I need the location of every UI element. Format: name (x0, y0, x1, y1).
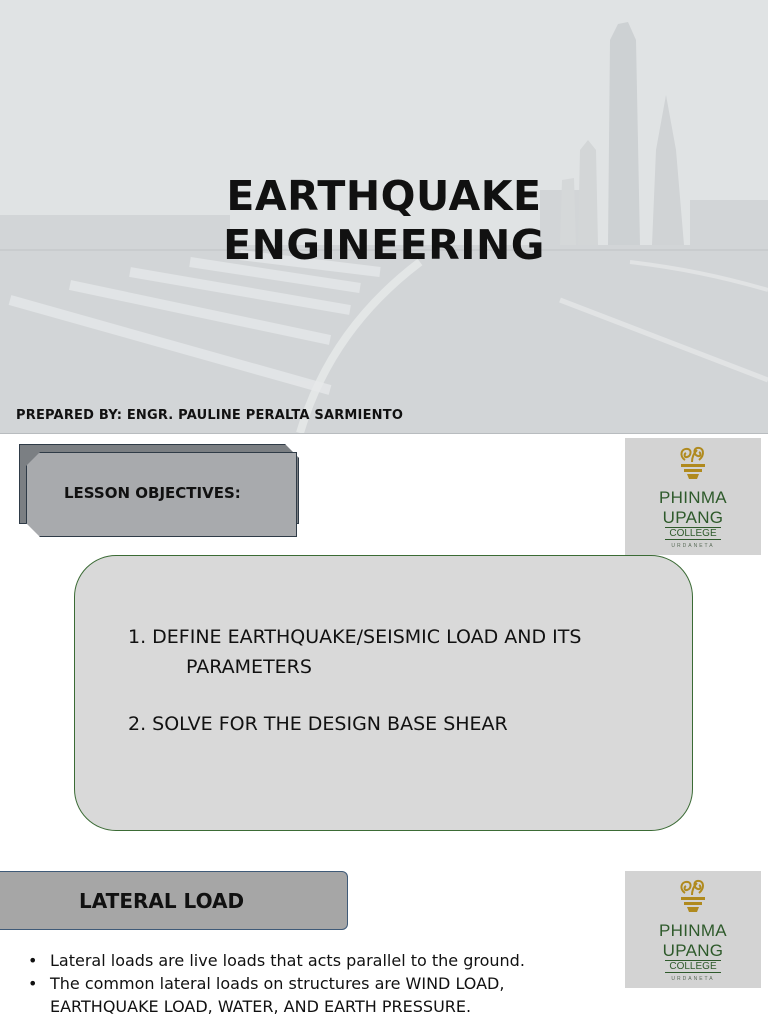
lateral-load-bullets (26, 949, 525, 1018)
college-logo (625, 438, 761, 555)
logo-line-3 (625, 528, 761, 539)
college-logo-2 (625, 871, 761, 988)
title-line-2: ENGINEERING (223, 221, 545, 269)
logo-line-3 (625, 961, 761, 972)
title-slide (0, 0, 768, 434)
objectives-heading: LESSON OBJECTIVES: (64, 484, 241, 502)
prepared-by-text: PREPARED BY: ENGR. PAULINE PERALTA SARMIENTO (16, 408, 404, 423)
torch-emblem-icon (675, 446, 711, 480)
logo-college-text: COLLEGE (665, 527, 720, 540)
bullet-1-text: Lateral loads are live loads that acts parallel to the ground. (50, 951, 525, 970)
logo-line-4: URDANETA (671, 543, 715, 549)
logo-college-text: COLLEGE (665, 960, 720, 973)
bullet-item (26, 949, 525, 972)
bullet-item (26, 972, 525, 1018)
bullet-2-line-1: The common lateral loads on structures are WIND LOAD, (50, 974, 505, 993)
title-line-1: EARTHQUAKE (226, 172, 542, 220)
logo-line-1: PHINMA (659, 488, 727, 507)
logo-line-2: UPANG (662, 508, 724, 527)
slide-title (0, 172, 768, 270)
logo-line-4: URDANETA (671, 976, 715, 982)
logo-line-2: UPANG (662, 941, 724, 960)
objective-1-line-2: PARAMETERS (186, 656, 312, 678)
logo-line-1: PHINMA (659, 921, 727, 940)
bullet-2-line-2: EARTHQUAKE LOAD, WATER, AND EARTH PRESSURE. (50, 997, 472, 1016)
torch-emblem-icon (675, 879, 711, 913)
objective-2: 2. SOLVE FOR THE DESIGN BASE SHEAR (128, 713, 508, 735)
lateral-load-heading: LATERAL LOAD (79, 889, 245, 913)
objectives-box (74, 555, 693, 831)
objective-1-line-1: 1. DEFINE EARTHQUAKE/SEISMIC LOAD AND ITS (128, 626, 582, 648)
